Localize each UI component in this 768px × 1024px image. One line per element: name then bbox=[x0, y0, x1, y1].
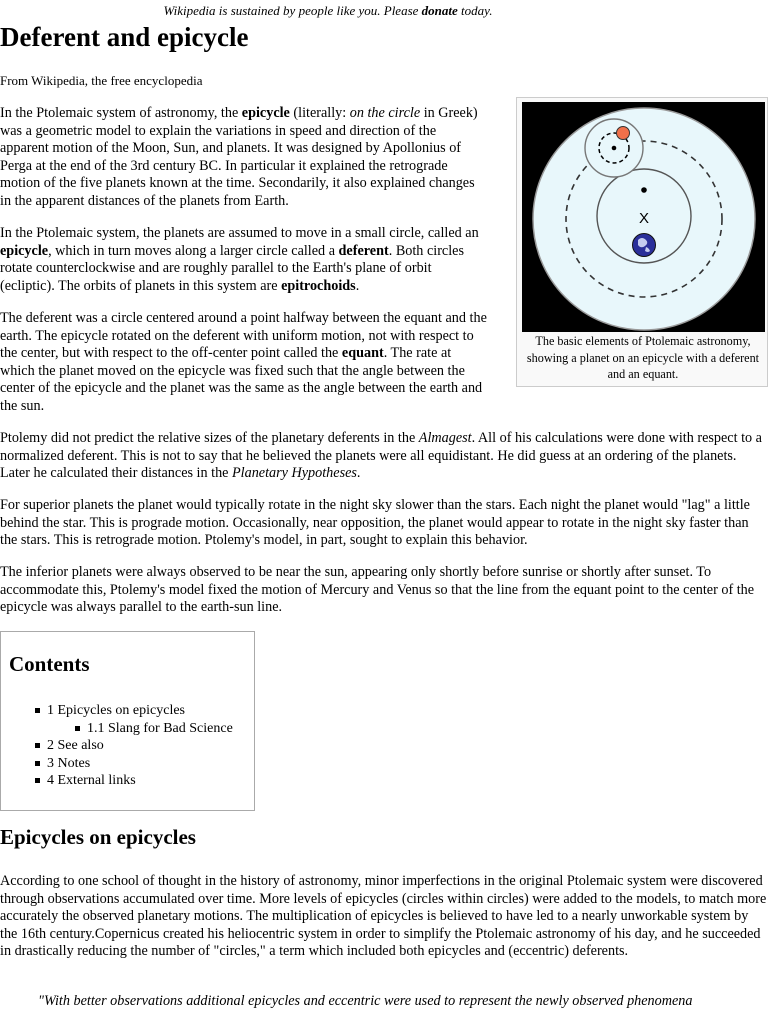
toc-item-external-links[interactable]: 4 External links bbox=[1, 772, 233, 790]
banner-text-post: today. bbox=[457, 3, 493, 18]
section-heading-epicycles: Epicycles on epicycles bbox=[0, 825, 196, 849]
term-epitrochoids[interactable]: epitrochoids bbox=[281, 277, 356, 294]
text: In the Ptolemaic system, the planets are assumed to move in a small circle, called an bbox=[0, 225, 479, 241]
figure-thumbnail bbox=[516, 97, 768, 387]
site-subtitle: From Wikipedia, the free encyclopedia bbox=[0, 73, 203, 88]
text: . All of his calculations were done with respect to a normalized deferent. This is not to say that he believed the planets were all equidistant. He did guess at an ordering of the planets. Later he calculated their distances in the bbox=[0, 430, 762, 482]
text: In the Ptolemaic system of astronomy, the bbox=[0, 105, 242, 121]
link-planetary-hypotheses[interactable]: Planetary Hypotheses bbox=[232, 465, 357, 482]
paragraph-almagest bbox=[0, 430, 768, 483]
equant-mark: X bbox=[638, 210, 650, 227]
paragraph-superior-planets: For superior planets the planet would typically rotate in the night sky slower than the stars. Each night the planet would "lag" a little behind the star. This is prograde motion. Occasionally, near opposition, the planet would appear to rotate in the night sky faster than the stars. This is retrograde motion. Ptolemy's model, in part, sought to explain this behavior. bbox=[0, 497, 750, 549]
ptolemaic-diagram-svg bbox=[522, 102, 765, 332]
text: , which in turn moves along a larger circle called a bbox=[48, 242, 339, 259]
term-epicycle[interactable]: epicycle bbox=[241, 105, 290, 121]
text: (literally: bbox=[289, 105, 350, 121]
toc-heading: Contents bbox=[9, 652, 90, 676]
text: Ptolemy did not predict the relative sizes of the planetary deferents in the bbox=[0, 430, 419, 446]
text: . bbox=[356, 465, 361, 482]
paragraph-epicycles-on-epicycles: According to one school of thought in the history of astronomy, minor imperfections in the original Ptolemaic system were discovered through observations accumulated over time. More levels of epicycles (circles within circles) were added to the models, to match more accurately the observed planetary motions. The multiplication of epicycles is believed to have led to a nearly unworkable system by the 16th century.Copernicus created his heliocentric system in order to simplify the Ptolemaic astronomy of his day, and he succeeded in drastically reducing the number of "circles," a term which included both epicycles and (eccentric) deferents. bbox=[0, 873, 767, 960]
toc-item-see-also[interactable]: 2 See also bbox=[1, 737, 233, 755]
text: . The rate at which the planet moved on the epicycle was fixed such that the angle between the center of the epicycle and the planet was the same as the angle between the earth and the sun. bbox=[0, 345, 483, 414]
page-title: Deferent and epicycle bbox=[0, 22, 249, 52]
ptolemaic-diagram[interactable] bbox=[522, 102, 765, 332]
banner-text-pre: Wikipedia is sustained by people like you. Please bbox=[163, 3, 422, 18]
term-deferent[interactable]: deferent bbox=[338, 242, 389, 259]
term-on-the-circle: on the circle bbox=[349, 105, 421, 121]
donation-banner bbox=[0, 2, 656, 20]
block-quote: "With better observations additional epicycles and eccentric were used to represent the newly observed phenomena bbox=[38, 993, 693, 1009]
planet-icon bbox=[617, 127, 630, 140]
toc-item-epicycles-on-epicycles[interactable]: 1 Epicycles on epicycles bbox=[1, 702, 233, 720]
term-epicycle-2[interactable]: epicycle bbox=[0, 242, 49, 259]
intro-paragraph-1 bbox=[0, 105, 488, 211]
toc-item-slang-for-bad-science[interactable]: 1.1 Slang for Bad Science bbox=[1, 720, 233, 738]
text: . bbox=[355, 277, 360, 294]
intro-paragraph-2 bbox=[0, 225, 488, 295]
donate-link[interactable]: donate bbox=[421, 3, 458, 18]
term-equant[interactable]: equant bbox=[341, 345, 384, 362]
figure-caption: The basic elements of Ptolemaic astronomy, showing a planet on an epicycle with a deferent and an equant. bbox=[526, 334, 760, 381]
deferent-center-dot bbox=[641, 187, 647, 193]
paragraph-inferior-planets: The inferior planets were always observed to be near the sun, appearing only shortly before sunrise or shortly after sunset. To accommodate this, Ptolemy's model fixed the motion of Mercury and Venus so that the line from the equant point to the center of the epicycle was always parallel to the earth-sun line. bbox=[0, 564, 755, 616]
table-of-contents bbox=[0, 631, 255, 811]
text: The deferent was a circle centered around a point halfway between the equant and the earth. The epicycle rotated on the deferent with uniform motion, not with respect to the center, but with respect to the off-center point called the bbox=[0, 310, 487, 362]
text: . Both circles rotate counterclockwise and are roughly parallel to the Earth's plane of orbit (ecliptic). The orbits of planets in this system are bbox=[0, 242, 464, 294]
toc-list bbox=[1, 702, 233, 790]
toc-item-notes[interactable]: 3 Notes bbox=[1, 755, 233, 773]
link-almagest[interactable]: Almagest bbox=[418, 430, 472, 446]
epicycle-center-dot bbox=[612, 146, 617, 151]
text: in Greek) was a geometric model to explain the variations in speed and direction of the apparent motion of the Moon, Sun, and planets. It was designed by Apollonius of Perga at the end of the 3rd century BC. In particular it explained the retrograde motion of the five planets known at the time. Secondarily, it also explained changes in the apparent distances of the planets from Earth. bbox=[0, 105, 478, 209]
intro-paragraph-3 bbox=[0, 310, 488, 416]
